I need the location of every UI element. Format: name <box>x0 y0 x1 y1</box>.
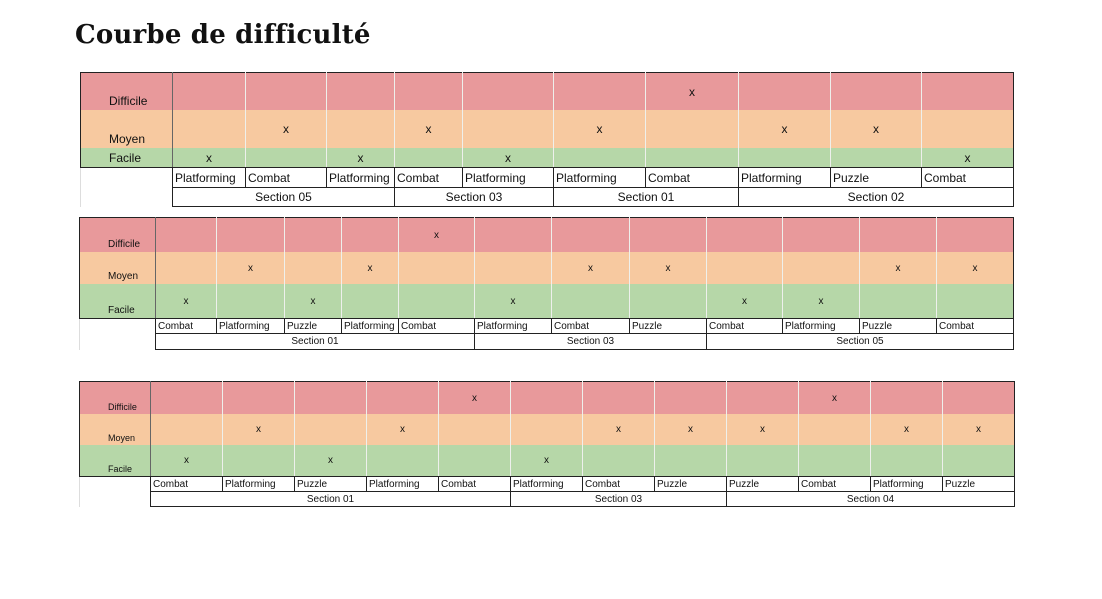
gameplay-type: Combat <box>395 168 463 188</box>
level-cell <box>554 110 646 148</box>
section-label: Section 01 <box>554 188 739 207</box>
level-cell <box>937 284 1014 319</box>
level-cell <box>246 110 327 148</box>
level-label: Difficile <box>109 94 148 108</box>
gameplay-type: Combat <box>583 477 655 492</box>
level-cell <box>156 284 217 319</box>
difficulty-mark: x <box>425 122 432 136</box>
level-cell <box>799 445 871 477</box>
level-cell <box>646 73 739 111</box>
difficulty-mark: x <box>544 455 549 466</box>
level-cell <box>399 218 475 253</box>
difficulty-mark: x <box>596 122 603 136</box>
gameplay-type: Combat <box>439 477 511 492</box>
gameplay-type: Combat <box>552 319 630 334</box>
level-cell <box>246 148 327 168</box>
empty-cell <box>80 477 151 492</box>
level-cell <box>630 252 707 284</box>
level-cell <box>943 414 1015 445</box>
gameplay-type-row <box>80 477 1015 492</box>
section-label: Section 01 <box>156 334 475 350</box>
level-row-facile <box>81 148 1014 168</box>
level-row-difficile <box>80 382 1015 415</box>
level-cell <box>943 445 1015 477</box>
gameplay-type: Combat <box>922 168 1014 188</box>
level-label-cell <box>80 218 156 253</box>
level-cell <box>552 284 630 319</box>
level-cell <box>285 252 342 284</box>
level-cell <box>342 218 399 253</box>
level-cell <box>217 252 285 284</box>
level-label-cell <box>81 110 173 148</box>
level-cell <box>151 414 223 445</box>
level-cell <box>223 382 295 415</box>
level-row-moyen <box>80 414 1015 445</box>
difficulty-mark: x <box>781 122 788 136</box>
level-cell <box>630 284 707 319</box>
level-cell <box>552 218 630 253</box>
level-cell <box>285 218 342 253</box>
level-cell <box>739 110 831 148</box>
level-cell <box>295 382 367 415</box>
gameplay-type: Platforming <box>475 319 552 334</box>
section-label: Section 05 <box>707 334 1014 350</box>
level-row-moyen <box>80 252 1014 284</box>
level-cell <box>727 382 799 415</box>
level-label-cell <box>80 414 151 445</box>
level-label-cell <box>80 252 156 284</box>
level-label: Facile <box>108 305 135 316</box>
level-row-facile <box>80 445 1015 477</box>
level-cell <box>583 414 655 445</box>
level-cell <box>739 73 831 111</box>
level-cell <box>655 414 727 445</box>
level-cell <box>871 382 943 415</box>
level-label-cell <box>80 284 156 319</box>
difficulty-mark: x <box>873 122 879 136</box>
level-cell <box>285 284 342 319</box>
difficulty-mark: x <box>832 392 837 404</box>
difficulty-mark: x <box>505 150 511 165</box>
level-cell <box>707 284 783 319</box>
level-label-cell <box>81 73 173 111</box>
difficulty-mark: x <box>665 262 671 274</box>
difficulty-mark: x <box>895 262 901 274</box>
difficulty-table-3 <box>79 381 1015 507</box>
level-cell <box>173 148 246 168</box>
level-cell <box>439 445 511 477</box>
level-label: Moyen <box>109 132 146 146</box>
level-cell <box>583 382 655 415</box>
difficulty-mark: x <box>689 84 695 99</box>
level-cell <box>439 382 511 415</box>
level-cell <box>156 218 217 253</box>
difficulty-mark: x <box>976 424 981 435</box>
level-cell <box>937 252 1014 284</box>
empty-cell <box>80 334 156 350</box>
level-cell <box>463 110 554 148</box>
gameplay-type: Puzzle <box>727 477 799 492</box>
difficulty-mark: x <box>183 295 189 307</box>
page-title: Courbe de difficulté <box>75 20 371 50</box>
level-cell <box>173 73 246 111</box>
level-cell <box>860 252 937 284</box>
gameplay-type: Puzzle <box>655 477 727 492</box>
difficulty-mark: x <box>510 295 516 307</box>
level-cell <box>342 252 399 284</box>
level-cell <box>783 218 860 253</box>
section-row <box>81 188 1014 207</box>
level-cell <box>173 110 246 148</box>
level-cell <box>223 414 295 445</box>
section-label: Section 01 <box>151 492 511 507</box>
section-label: Section 05 <box>173 188 395 207</box>
level-cell <box>399 252 475 284</box>
level-cell <box>922 110 1014 148</box>
level-label: Difficile <box>108 239 141 250</box>
gameplay-type: Combat <box>156 319 217 334</box>
gameplay-type: Platforming <box>739 168 831 188</box>
level-row-moyen <box>81 110 1014 148</box>
gameplay-type: Puzzle <box>630 319 707 334</box>
level-cell <box>439 414 511 445</box>
gameplay-type: Combat <box>646 168 739 188</box>
level-cell <box>217 218 285 253</box>
level-cell <box>223 445 295 477</box>
level-label-cell <box>81 148 173 168</box>
difficulty-table-2 <box>79 217 1014 350</box>
gameplay-type: Platforming <box>511 477 583 492</box>
level-cell <box>583 445 655 477</box>
difficulty-mark: x <box>472 392 477 404</box>
level-cell <box>217 284 285 319</box>
level-cell <box>327 148 395 168</box>
gameplay-type: Platforming <box>217 319 285 334</box>
level-cell <box>151 445 223 477</box>
level-label: Facile <box>108 464 133 474</box>
gameplay-type: Puzzle <box>831 168 922 188</box>
gameplay-type: Combat <box>246 168 327 188</box>
level-cell <box>475 252 552 284</box>
level-cell <box>646 148 739 168</box>
difficulty-mark: x <box>184 455 189 466</box>
level-row-facile <box>80 284 1014 319</box>
level-cell <box>399 284 475 319</box>
section-label: Section 03 <box>395 188 554 207</box>
level-cell <box>295 414 367 445</box>
gameplay-type: Platforming <box>367 477 439 492</box>
empty-cell <box>80 319 156 334</box>
difficulty-mark: x <box>206 150 212 165</box>
gameplay-type: Platforming <box>342 319 399 334</box>
level-label: Moyen <box>108 271 139 282</box>
gameplay-type: Combat <box>151 477 223 492</box>
gameplay-type: Platforming <box>554 168 646 188</box>
gameplay-type: Combat <box>937 319 1014 334</box>
section-label: Section 03 <box>475 334 707 350</box>
difficulty-mark: x <box>588 262 593 274</box>
difficulty-mark: x <box>367 262 373 274</box>
gameplay-type: Platforming <box>223 477 295 492</box>
empty-cell <box>81 168 173 188</box>
level-cell <box>367 414 439 445</box>
level-cell <box>630 218 707 253</box>
difficulty-mark: x <box>616 424 621 435</box>
difficulty-mark: x <box>688 424 693 435</box>
level-label-cell <box>80 445 151 477</box>
gameplay-type: Platforming <box>463 168 554 188</box>
difficulty-mark: x <box>434 229 439 241</box>
gameplay-type: Puzzle <box>860 319 937 334</box>
empty-cell <box>81 188 173 207</box>
level-cell <box>395 110 463 148</box>
difficulty-mark: x <box>964 150 971 165</box>
level-cell <box>799 414 871 445</box>
level-cell <box>511 414 583 445</box>
difficulty-mark: x <box>310 295 316 307</box>
level-cell <box>552 252 630 284</box>
gameplay-type: Puzzle <box>285 319 342 334</box>
difficulty-mark: x <box>283 122 289 136</box>
level-cell <box>799 382 871 415</box>
level-cell <box>554 73 646 111</box>
difficulty-mark: x <box>818 295 824 307</box>
level-cell <box>831 110 922 148</box>
gameplay-type: Combat <box>707 319 783 334</box>
level-cell <box>463 148 554 168</box>
level-cell <box>646 110 739 148</box>
gameplay-type: Platforming <box>327 168 395 188</box>
level-cell <box>475 284 552 319</box>
level-cell <box>937 218 1014 253</box>
gameplay-type-row <box>81 168 1014 188</box>
gameplay-type: Combat <box>799 477 871 492</box>
level-label: Difficile <box>108 402 137 412</box>
difficulty-mark: x <box>400 424 405 435</box>
level-cell <box>511 382 583 415</box>
level-cell <box>367 382 439 415</box>
level-cell <box>295 445 367 477</box>
difficulty-mark: x <box>904 424 909 435</box>
level-row-difficile <box>80 218 1014 253</box>
level-cell <box>463 73 554 111</box>
level-cell <box>707 218 783 253</box>
empty-cell <box>80 492 151 507</box>
section-label: Section 04 <box>727 492 1015 507</box>
level-cell <box>327 73 395 111</box>
level-cell <box>860 284 937 319</box>
section-label: Section 03 <box>511 492 727 507</box>
level-cell <box>554 148 646 168</box>
level-cell <box>511 445 583 477</box>
level-label: Moyen <box>108 433 136 443</box>
section-row <box>80 492 1015 507</box>
level-cell <box>783 252 860 284</box>
gameplay-type: Combat <box>399 319 475 334</box>
level-cell <box>655 445 727 477</box>
level-cell <box>871 414 943 445</box>
gameplay-type: Puzzle <box>295 477 367 492</box>
level-cell <box>151 382 223 415</box>
difficulty-mark: x <box>256 424 261 435</box>
level-cell <box>922 148 1014 168</box>
level-cell <box>727 445 799 477</box>
level-cell <box>831 73 922 111</box>
level-cell <box>943 382 1015 415</box>
difficulty-mark: x <box>248 262 253 274</box>
level-cell <box>342 284 399 319</box>
gameplay-type-row <box>80 319 1014 334</box>
level-cell <box>156 252 217 284</box>
difficulty-mark: x <box>328 455 333 466</box>
level-cell <box>783 284 860 319</box>
level-cell <box>246 73 327 111</box>
gameplay-type: Platforming <box>871 477 943 492</box>
level-cell <box>739 148 831 168</box>
section-label: Section 02 <box>739 188 1014 207</box>
difficulty-table-1 <box>80 72 1014 207</box>
difficulty-mark: x <box>972 262 978 274</box>
difficulty-mark: x <box>742 295 747 307</box>
level-cell <box>860 218 937 253</box>
level-cell <box>871 445 943 477</box>
level-cell <box>831 148 922 168</box>
level-cell <box>475 218 552 253</box>
level-cell <box>327 110 395 148</box>
level-cell <box>367 445 439 477</box>
level-label: Facile <box>109 151 142 165</box>
difficulty-mark: x <box>760 424 765 435</box>
difficulty-mark: x <box>357 150 364 165</box>
level-cell <box>395 148 463 168</box>
level-cell <box>727 414 799 445</box>
level-cell <box>395 73 463 111</box>
section-row <box>80 334 1014 350</box>
level-cell <box>922 73 1014 111</box>
gameplay-type: Puzzle <box>943 477 1015 492</box>
gameplay-type: Platforming <box>173 168 246 188</box>
level-label-cell <box>80 382 151 415</box>
level-row-difficile <box>81 73 1014 111</box>
gameplay-type: Platforming <box>783 319 860 334</box>
level-cell <box>655 382 727 415</box>
level-cell <box>707 252 783 284</box>
